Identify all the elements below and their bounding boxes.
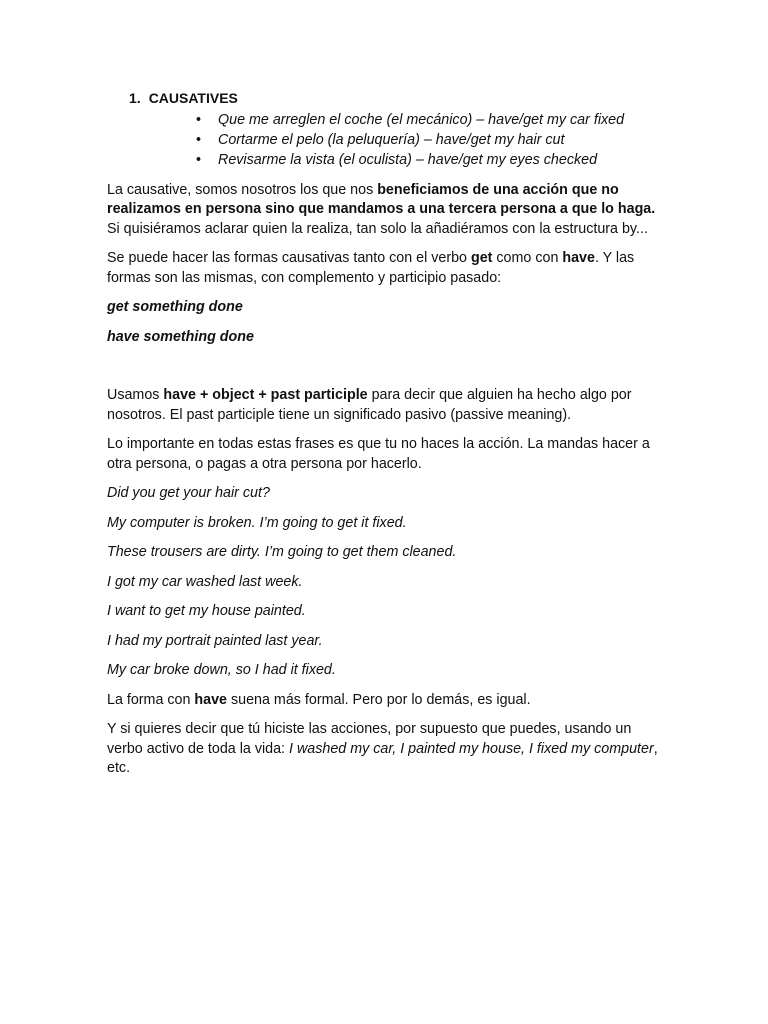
section-heading: [129, 89, 667, 109]
bullet-icon: •: [196, 131, 202, 148]
list-item: [107, 130, 667, 150]
text-run: como con: [492, 250, 563, 266]
example-sentence: I got my car washed last week.: [107, 573, 303, 590]
bullet-icon: •: [196, 111, 202, 128]
form-have: have something done: [107, 328, 254, 345]
text-run: suena más formal. Pero por lo demás, es igual.: [227, 691, 531, 708]
list-item-text: Que me arreglen el coche (el mecánico) – have/get my car fixed: [218, 111, 625, 128]
text-run: Se puede hacer las formas causativas tanto con el verbo: [107, 250, 471, 266]
form-get: get something done: [107, 299, 243, 315]
example-sentence: Did you get your hair cut?: [107, 485, 270, 501]
italic-text: I washed my car, I painted my house, I fixed my computer: [289, 740, 654, 757]
text-run: Y si quieres decir que tú hiciste las acciones, por supuesto que puedes, usando un verbo activo de toda la vida:: [107, 721, 632, 757]
bold-text: get: [470, 250, 493, 266]
spacer: [107, 357, 667, 386]
example-sentence: My computer is broken. I’m going to get it fixed.: [107, 514, 407, 531]
list-item-text: Cortarme el pelo (la peluquería) – have/get my hair cut: [218, 131, 565, 148]
text-run: , etc.: [107, 740, 658, 776]
section-title: CAUSATIVES: [148, 90, 238, 106]
bold-text: have: [562, 250, 595, 266]
document-page: [107, 89, 667, 789]
text-run: Usamos: [107, 387, 164, 403]
text-run: La forma con: [107, 691, 195, 708]
text-run: para decir que alguien ha hecho algo por nosotros. El past participle tiene un significado pasivo (passive meaning).: [107, 387, 632, 423]
paragraph-definition: [107, 181, 667, 240]
section-number: 1.: [129, 90, 141, 106]
text-run: La causative, somos nosotros los que nos: [107, 181, 378, 198]
list-item: [107, 110, 667, 130]
bold-text: beneficiamos de una acción que no realizamos en persona sino que mandamos a una tercera persona a que lo haga.: [107, 181, 656, 217]
paragraph-active-voice: [107, 720, 667, 779]
list-item: [107, 150, 667, 170]
paragraph-formality: [107, 691, 667, 711]
bold-text: have + object + past participle: [163, 387, 368, 403]
list-item-text: Revisarme la vista (el oculista) – have/get my eyes checked: [218, 151, 598, 168]
paragraph-forms: [107, 249, 667, 288]
example-sentence: My car broke down, so I had it fixed.: [107, 662, 336, 678]
bullet-icon: •: [196, 151, 202, 168]
example-sentence: I want to get my house painted.: [107, 603, 306, 619]
text-run: Si quisiéramos aclarar quien la realiza, tan solo la añadiéramos con la estructura by...: [107, 220, 648, 237]
example-sentence: I had my portrait painted last year.: [107, 632, 323, 649]
example-sentence: These trousers are dirty. I’m going to get them cleaned.: [107, 544, 457, 560]
causative-examples-list: [107, 110, 667, 170]
bold-text: have: [194, 691, 228, 708]
paragraph-importance: Lo importante en todas estas frases es que tu no haces la acción. La mandas hacer a otra persona, o pagas a otra persona por hacerlo.: [107, 436, 650, 472]
paragraph-usage: [107, 386, 667, 425]
text-run: . Y las formas son las mismas, con complemento y participio pasado:: [107, 250, 635, 286]
